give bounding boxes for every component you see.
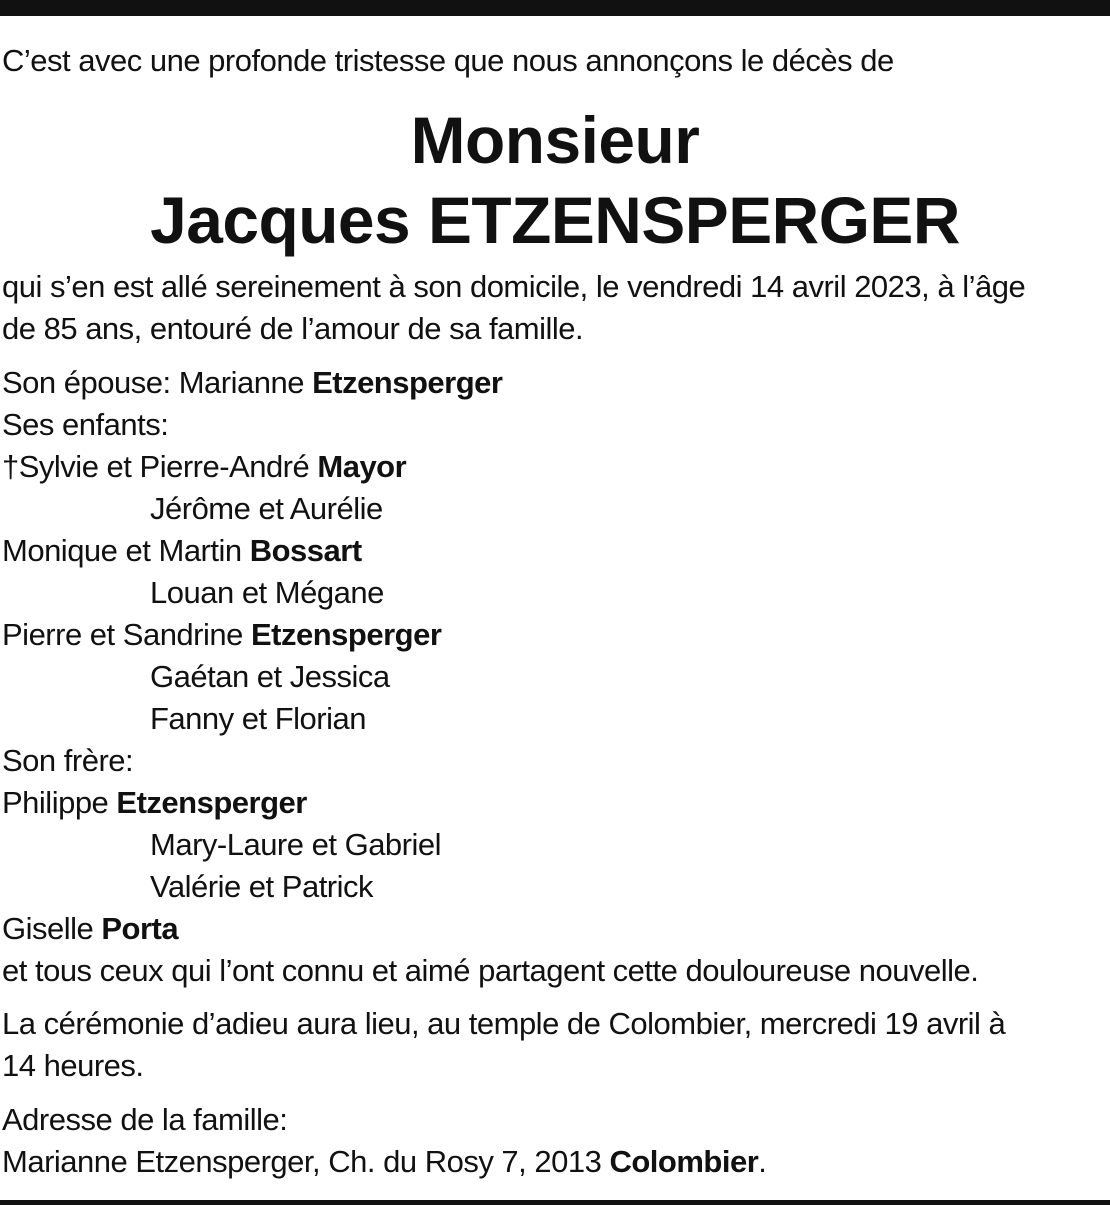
- ceremony-line-2: 14 heures.: [2, 1048, 144, 1083]
- child-surname: Mayor: [317, 449, 407, 484]
- other-names: Giselle: [2, 911, 102, 946]
- address-label: Adresse de la famille:: [2, 1102, 288, 1137]
- grandchildren-line: Louan et Mégane: [150, 575, 384, 610]
- grandchildren-line: Gaétan et Jessica: [150, 659, 390, 694]
- child-surname: Bossart: [249, 533, 362, 568]
- ceremony-line-1: La cérémonie d’adieu aura lieu, au temple de Colombier, mercredi 19 avril à: [2, 1006, 1006, 1041]
- address-text: Marianne Etzensperger, Ch. du Rosy 7, 2013: [2, 1144, 610, 1179]
- spouse-surname: Etzensperger: [312, 365, 503, 400]
- bottom-rule: [0, 1200, 1110, 1205]
- address-end: .: [758, 1144, 767, 1179]
- address-city: Colombier: [609, 1144, 759, 1179]
- closing-line: et tous ceux qui l’ont connu et aimé partagent cette douloureuse nouvelle.: [2, 953, 979, 988]
- other-relative-line: [2, 911, 178, 947]
- deceased-name: Jacques ETZENSPERGER: [150, 183, 960, 257]
- intro-text: C’est avec une profonde tristesse que nous annonçons le décès de: [2, 43, 894, 78]
- child-names: †Sylvie et Pierre-André: [2, 449, 318, 484]
- child-names: Monique et Martin: [2, 533, 250, 568]
- child-names: Pierre et Sandrine: [2, 617, 251, 652]
- child-line: [2, 533, 362, 569]
- nephews-line: Valérie et Patrick: [150, 869, 374, 904]
- address-line: [2, 1144, 766, 1180]
- spouse-line: [2, 365, 502, 401]
- nephews-line: Mary-Laure et Gabriel: [150, 827, 442, 862]
- spouse-label: Son épouse: Marianne: [2, 365, 313, 400]
- top-rule: [0, 0, 1110, 16]
- brother-label: Son frère:: [2, 743, 134, 778]
- announcement-line-1: qui s’en est allé sereinement à son domicile, le vendredi 14 avril 2023, à l’âge: [2, 269, 1026, 304]
- brother-line: [2, 785, 307, 821]
- grandchildren-line: Jérôme et Aurélie: [150, 491, 383, 526]
- deceased-title: Monsieur: [410, 103, 700, 177]
- brother-names: Philippe: [2, 785, 117, 820]
- brother-surname: Etzensperger: [116, 785, 307, 820]
- grandchildren-line: Fanny et Florian: [150, 701, 366, 736]
- announcement-line-2: de 85 ans, entouré de l’amour de sa famille.: [2, 311, 584, 346]
- child-line: [2, 449, 406, 485]
- children-label: Ses enfants:: [2, 407, 169, 442]
- child-surname: Etzensperger: [250, 617, 442, 652]
- child-line: [2, 617, 441, 653]
- other-surname: Porta: [101, 911, 179, 946]
